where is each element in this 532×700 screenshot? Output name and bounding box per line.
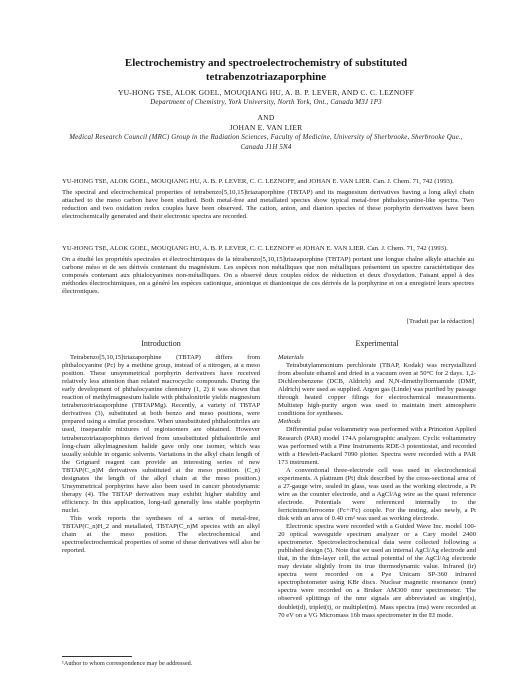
author-van-lier: JOHAN E. VAN LIER [229,123,303,132]
intro-paragraph: This work reports the syntheses of a series of metal-free, TBTAP(C_n)H_2 and metallated, TBTAP(C_n)M species with an alkyl chain at the meso position. The electrochemical and spectroelectrochemical properties of some of these derivatives will also be reported. [62,514,260,555]
footnote-rule [62,656,132,657]
methods-paragraph: Electronic spectra were recorded with a Guided Wave Inc. model 100-20 optical waveguide spectrum analyzer or a Cary model 2400 spectrometer. Spectroelectrochemical data were collected following a published design (5). Note that we used an internal AgCl/Ag electrode and that, in the thin-layer cell, the actual potential of the AgCl/Ag electrode may deviate slightly from its true thermodynamic value. Infrared (ir) spectra were recorded on a Pye Unicam SP-360 infrared spectrophotometer using KBr discs. Nuclear magnetic resonance (nmr) spectra were recorded on a Bruker AM300 nmr spectrometer. The observed splittings of the nmr signals are abbreviated as singlet(s), doublet(d), triplet(t), or multiplet(m). Mass spectra (ms) were recorded at 70 eV on a VG Micromass 16b mass spectrometer in the EI mode. [278,523,476,619]
translator-note: [Traduit par la rédaction] [406,318,474,325]
and-separator: AND [257,113,275,122]
introduction-column [62,340,260,555]
affiliation-sherbrooke: Medical Research Council (MRC) Group in the Radiation Sciences, Faculty of Medicine, University of Sherbrooke, Sherbrooke Que., Canada J1H 5N4 [69,134,463,151]
abstract-fr-citation: YU-HONG TSE, ALOK GOEL, MOUQIANG HU, A. B. P. LEVER, C. C. LEZNOFF et JOHAN E. VAN LIER. Can. J. Chem. 71, 742 (1993). [62,245,448,252]
materials-subheading: Materials [278,354,304,362]
experimental-column [278,340,476,620]
methods-subheading: Methods [278,418,301,426]
introduction-heading: Introduction [141,339,181,348]
title-line-1: Electrochemistry and spectroelectrochemistry of substituted [124,57,408,69]
experimental-heading: Experimental [355,339,399,348]
abstract-en-text: The spectral and electrochemical properties of tetrabenzo[5,10,15]triazaporphine (TBTAP) and its magnesium derivatives having a long alkyl chain attached to the meso carbon have been studied. Both metal-free and metallated species show typical metal-free phthalocyanine-like spectra. Two reduction and two oxidation redox couples have been observed. The cation, anion, and dianion species of these porphyrin derivatives have been electrochemically generated and their electronic spectra are recorded. [62,189,474,221]
methods-paragraph: Differential pulse voltammetry was performed with a Princeton Applied Research (PAR) model 174A polarographic analyzer. Cyclic voltammetry was performed with a Pine Instruments RDE-3 potentiostat, and recorded with a Hewlett-Packard 7090 plotter. Spectra were recorded with a PAR 173 instrument. [278,426,476,466]
abstract-fr-text: On a étudié les propriétés spectrales et électrochimiques de la tétrabenzo[5,10,15]triazaporphine (TBTAP) portant une longue chaîne alkyle attachée au carbone méso et de ses dérivés contenant du magnésium. Les espèces non métalliques que non métalliques présentent un spectre caractéristique des composés contenant aux phtalocyanines non-métalliques. On a observé deux couples rédox de réduction et deux d'oxydation. Faisant appel à des méthodes électrochimiques, on a généré les espèces cationique, anionique et dianionique de ces dérivés de la porphyrine et on a enregistré leurs spectres électroniques. [62,256,474,296]
methods-paragraph: A conventional three-electrode cell was used in electrochemical experiments. A platinum (Pt) disk described by the cross-sectional area of a 27-gauge wire, sealed in glass, was used as the working electrode, a Pt wire as the counter electrode, and a AgCl/Ag wire as the quasi reference electrode. Potentials were referenced internally to the ferricinium/ferrocene (Fc+/Fc) couple. For the testing, also newly, a Pt disk with an area of 0.40 cm² was used as working electrode. [278,466,476,522]
authors: YU-HONG TSE, ALOK GOEL, MOUQIANG HU, A. B. P. LEVER, AND C. C. LEZNOFF [117,88,415,97]
footnote: ¹Author to whom correspondence may be addressed. [62,660,193,667]
abstract-english [62,178,474,221]
intro-paragraph: Tetrabenzo[5,10,15]triazaporphine (TBTAP) differs from phthalocyanine (Pc) by a methine group, instead of a nitrogen, at a meso position. These unsymmetrical porphyrin derivatives have received relatively less attention than related macrocyclic compounds. During the early development of phthalocyanine chemistry (1, 2) it was shown that reaction of methylmagnesium halide with phthalonitrile yields magnesium tetrabenzotriazaporphine (TBTAPMg). Recently, a variety of TBTAP derivatives (3), substituted at both benzo and meso positions, were prepared using a similar procedure. When unsubstituted phthalonitriles are used, inseparable mixtures of regioisomers are obtained. However tetrabenzotriazaporphines derived from unsubstituted phthalonitrile and long-chain alkylmagnesium halide gave only one isomer, which was usually soluble in organic solvents. Variations in the alkyl chain length of the Grignard reagent can provide an interesting series of new TBTAP(C_n)M derivatives substituted at the meso position. (C_n) designates the length of the alkyl chain at the meso position.) Unsymmetrical porphyrins have also been used in cancer photodynamic therapy (4). The TBTAP derivatives may exhibit higher stability and efficiency. In this application, long-tail generally less stable porphyrin nuclei. [62,354,260,514]
abstract-french [62,245,474,297]
article-title [60,56,472,84]
title-line-2: tetrabenzotriazaporphine [205,71,327,83]
byline [60,88,472,153]
affiliation-york: Department of Chemistry, York University, North York, Ont., Canada M3J 1P3 [150,99,382,106]
abstract-en-citation: YU-HONG TSE, ALOK GOEL, MOUQIANG HU, A. B. P. LEVER, C. C. LEZNOFF, and JOHAN E. VAN LIER. Can. J. Chem. 71, 742 (1993). [62,178,454,185]
materials-paragraph: Tetrabutylammonium perchlorate (TBAP, Kodak) was recrystallized from absolute ethanol and dried in a vacuum oven at 50°C for 2 days. 1,2-Dichlorobenzene (DCB, Aldrich) and N,N-dimethylformamide (DMF, Aldrich) were used as supplied. Argon gas (Linde) was purified by passage through heated copper filings for electrochemical measurements. Multistep high-purity argon was used to maintain inert atmosphere conditions for syntheses. [278,362,477,418]
